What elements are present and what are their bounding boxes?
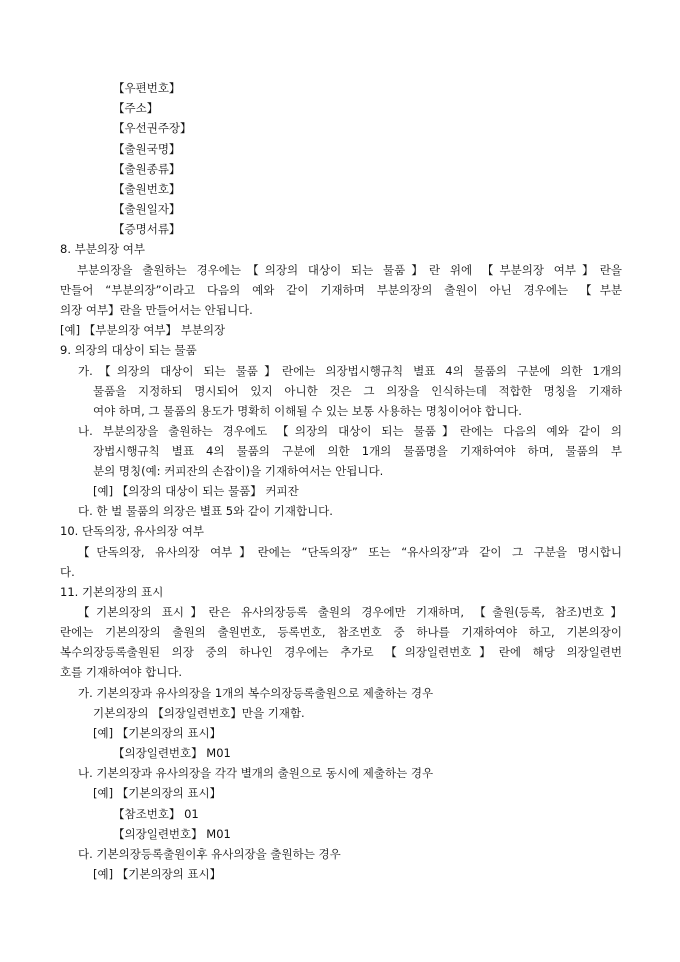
section-8-para-line: 의장 여부】란을 만들어서는 안됩니다. (60, 303, 253, 317)
section-11-item-a-title: 가. 기본의장과 유사의장을 1개의 복수의장등록출원으로 제출하는 경우 (78, 686, 434, 700)
section-11-item-a-field: 【의장일련번호】 M01 (113, 746, 231, 760)
field-label-app-number: 【출원번호】 (113, 182, 181, 196)
field-label-postal-code: 【우편번호】 (113, 81, 181, 95)
section-9-item-a-line: 물품을 지정하되 명시되어 있지 아니한 것은 그 의장을 인식하는데 적합한 명칭을 기재하 (93, 384, 622, 398)
field-label-priority-claim: 【우선권주장】 (113, 121, 192, 135)
section-8-para-line: 만들어 “부분의장”이라고 다음의 예와 같이 기재하며 부분의장의 출원이 아닌 경우에는 【부분 (60, 283, 622, 297)
section-11-item-a-body: 기본의장의 【의장일련번호】만을 기재함. (93, 706, 305, 720)
section-11-item-c-example: [예] 【기본의장의 표시】 (93, 867, 222, 881)
section-11-para-line: 호를 기재하여야 합니다. (60, 665, 183, 679)
field-label-certificate: 【증명서류】 (113, 222, 181, 236)
section-9-item-a-line: 가.【의장의 대상이 되는 물품】란에는 의장법시행규칙 별표 4의 물품의 구분에 의한 1개의 (78, 364, 622, 378)
section-11-item-b-title: 나. 기본의장과 유사의장을 각각 별개의 출원으로 동시에 제출하는 경우 (78, 766, 434, 780)
field-label-country: 【출원국명】 (113, 142, 181, 156)
section-11-item-b-field: 【의장일련번호】 M01 (113, 827, 231, 841)
section-11-item-c-title: 다. 기본의장등록출원이후 유사의장을 출원하는 경우 (78, 847, 341, 861)
section-8-para-line: 부분의장을 출원하는 경우에는【의장의 대상이 되는 물품】란 위에 【부분의장 여부】란을 (77, 263, 622, 277)
section-10-heading: 10. 단독의장, 유사의장 여부 (60, 524, 204, 538)
section-11-item-b-example: [예] 【기본의장의 표시】 (93, 786, 222, 800)
section-9-item-c: 다. 한 벌 물품의 의장은 별표 5와 같이 기재합니다. (78, 504, 333, 518)
section-8-example: [예] 【부분의장 여부】 부분의장 (60, 323, 226, 337)
section-9-item-b-line: 나. 부분의장을 출원하는 경우에도 【의장의 대상이 되는 물품】란에는 다음의 예와 같이 의 (78, 424, 622, 438)
section-9-item-b-line: 장법시행규칙 별표 4의 물품의 구분에 의한 1개의 물품명을 기재하여야 하며, 물품의 부 (93, 444, 622, 458)
section-10-para-line: 【단독의장, 유사의장 여부】란에는 “단독의장” 또는 “유사의장”과 같이 그 구분을 명시합니 (78, 545, 622, 559)
field-label-app-date: 【출원일자】 (113, 202, 181, 216)
section-8-heading: 8. 부분의장 여부 (60, 242, 145, 256)
section-9-item-b-example: [예] 【의장의 대상이 되는 물품】 커피잔 (93, 484, 299, 498)
section-10-para-line: 다. (60, 565, 75, 579)
section-11-para-line: 복수의장등록출원된 의장 중의 하나인 경우에는 추가로 【의장일련번호】란에 해당 의장일련번 (60, 645, 622, 659)
section-11-item-a-example: [예] 【기본의장의 표시】 (93, 726, 222, 740)
section-9-heading: 9. 의장의 대상이 되는 물품 (60, 343, 197, 357)
section-11-para-line: 란에는 기본의장의 출원의 출원번호, 등록번호, 참조번호 중 하나를 기재하여야 하고, 기본의장이 (60, 625, 622, 639)
field-label-address: 【주소】 (113, 101, 159, 115)
field-label-app-type: 【출원종류】 (113, 162, 181, 176)
section-11-item-b-field: 【참조번호】 01 (113, 807, 199, 821)
section-11-heading: 11. 기본의장의 표시 (60, 585, 164, 599)
section-11-para-line: 【기본의장의 표시】란은 유사의장등록 출원의 경우에만 기재하며, 【출원(등록, 참조)번호】 (78, 605, 622, 619)
section-9-item-a-line: 여야 하며, 그 물품의 용도가 명확히 이해될 수 있는 보통 사용하는 명칭이어야 합니다. (93, 404, 522, 418)
section-9-item-b-line: 분의 명칭(예: 커피잔의 손잡이)을 기재하여서는 안됩니다. (93, 464, 384, 478)
